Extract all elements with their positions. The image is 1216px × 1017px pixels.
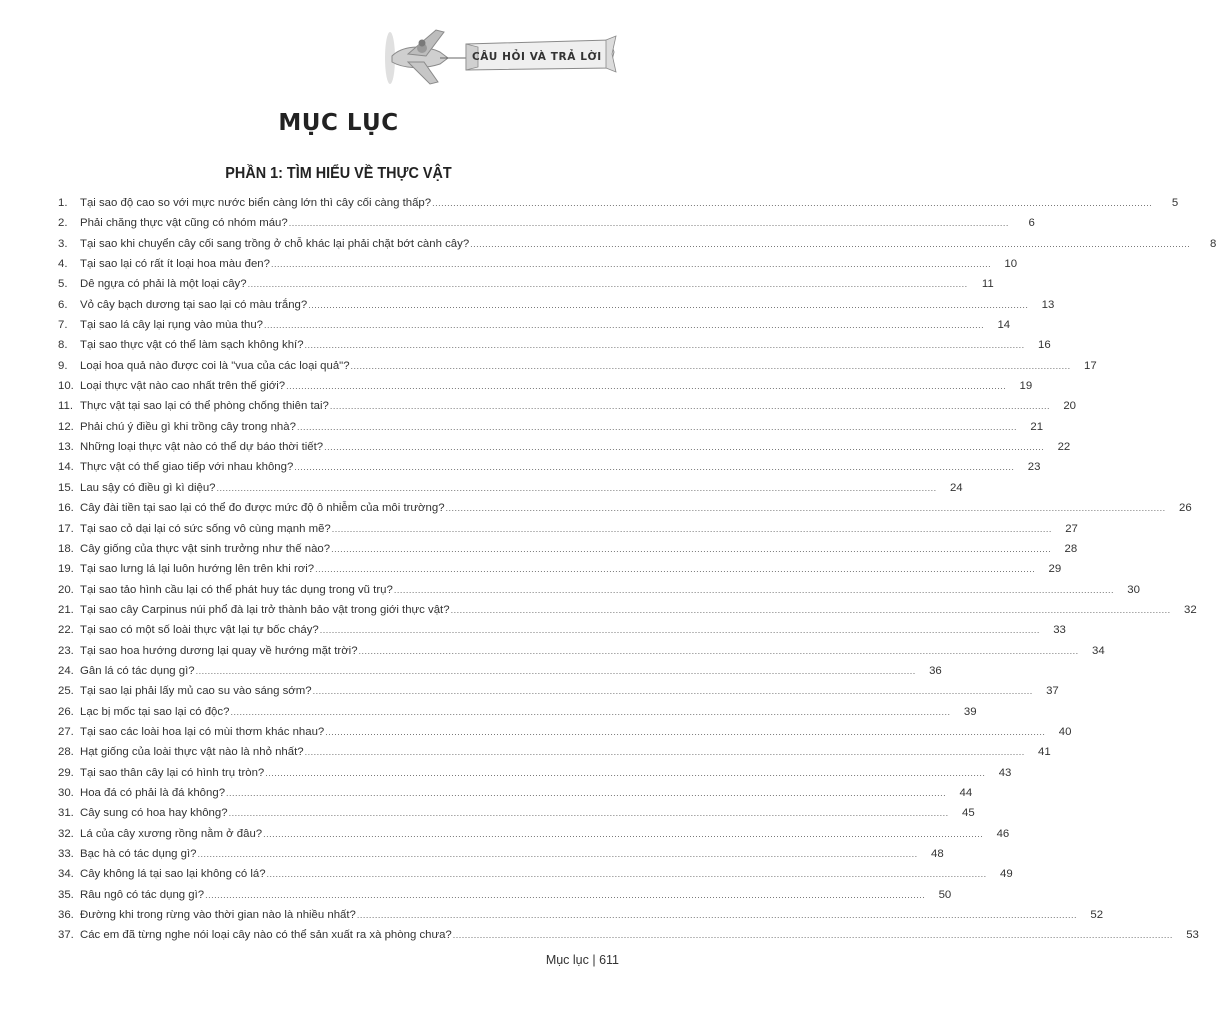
toc-dot-leader [453, 925, 1173, 945]
toc-entry-title: Cây sung có hoa hay không? [80, 807, 228, 820]
toc-entry-number: 23. [58, 644, 74, 657]
toc-entry [58, 539, 1078, 559]
toc-entry-page-number: 39 [963, 705, 977, 718]
toc-entry-number: 14. [58, 461, 74, 474]
toc-dot-leader [198, 844, 918, 864]
toc-entry [58, 702, 977, 722]
toc-dot-leader [263, 824, 983, 844]
toc-entry [58, 213, 1035, 233]
toc-entry-title: Cây giống của thực vật sinh trưởng như thế nào? [80, 542, 331, 555]
toc-entry-number: 9. [58, 359, 68, 372]
toc-entry [58, 885, 952, 905]
toc-entry-title: Tại sao lưng lá lại luôn hướng lên trên khi rơi? [80, 563, 315, 576]
toc-entry [58, 234, 1216, 254]
toc-entry-title: Tại sao lá cây lại rụng vào mùa thu? [80, 319, 263, 332]
toc-entry-number: 29. [58, 766, 74, 779]
toc-entry-title: Loại hoa quả nào được coi là "vua của các loại quả"? [80, 359, 350, 372]
toc-entry-page-number: 49 [1000, 868, 1013, 881]
toc-entry-page-number: 34 [1092, 644, 1105, 657]
toc-entry-number: 32. [58, 827, 74, 840]
toc-entry-number: 3. [58, 237, 68, 250]
toc-entry-title: Hoa đá có phải là đá không? [80, 786, 226, 799]
toc-dot-leader [394, 580, 1114, 600]
toc-entry [58, 417, 1044, 437]
toc-entry [58, 661, 942, 681]
toc-entry-number: 17. [58, 522, 74, 535]
toc-dot-leader [286, 376, 1006, 396]
toc-entry-title: Tại sao lại phải lấy mủ cao su vào sáng sớm? [80, 685, 312, 698]
toc-entry [58, 722, 1072, 742]
toc-entry [58, 498, 1192, 518]
toc-entry-page-number: 8 [1209, 237, 1216, 250]
toc-entry-number: 13. [58, 441, 74, 454]
toc-entry-title: Loại thực vật nào cao nhất trên thế giới? [80, 380, 286, 393]
toc-entry-title: Đường khi trong rừng vào thời gian nào là nhiều nhất? [80, 909, 356, 922]
toc-entry-number: 31. [58, 807, 74, 820]
toc-entry-number: 28. [58, 746, 74, 759]
toc-entry-number: 11. [58, 400, 73, 413]
toc-entry-page-number: 40 [1058, 725, 1072, 738]
toc-entry-number: 1. [58, 197, 68, 209]
toc-entry-title: Dê ngựa có phải là một loại cây? [80, 278, 247, 291]
toc-dot-leader [330, 396, 1050, 416]
toc-entry [58, 620, 1066, 640]
toc-entry [58, 254, 1018, 274]
toc-entry [58, 559, 1062, 579]
toc-entry-page-number: 36 [929, 664, 942, 677]
toc-entry [58, 478, 963, 498]
toc-entry-number: 5. [58, 278, 68, 291]
toc-entry-page-number: 10 [1004, 258, 1018, 271]
toc-dot-leader [315, 559, 1035, 579]
page-title: MỤC LỤC [278, 110, 399, 136]
toc-entry-page-number: 14 [997, 319, 1011, 332]
toc-entry [58, 295, 1055, 315]
toc-entry [58, 600, 1197, 620]
toc-dot-leader [320, 620, 1040, 640]
toc-entry [58, 396, 1077, 416]
toc-entry-page-number: 16 [1037, 339, 1051, 352]
toc-entry-number: 33. [58, 848, 74, 860]
toc-entry-title: Phải chăng thực vật cũng có nhóm máu? [80, 217, 288, 230]
airplane-icon [385, 30, 470, 84]
toc-entry-title: Tại sao hoa hướng dương lại quay về hướng mặt trời? [80, 644, 358, 657]
section-title: PHẦN 1: TÌM HIỂU VỀ THỰC VẬT [225, 165, 452, 182]
toc-entry-number: 4. [58, 258, 68, 271]
toc-entry-page-number: 11 [981, 278, 994, 291]
toc-entry [58, 519, 1078, 539]
toc-entry-page-number: 13 [1041, 298, 1055, 311]
toc-entry-page-number: 45 [962, 807, 975, 820]
toc-dot-leader [324, 437, 1044, 457]
toc-dot-leader [305, 335, 1025, 355]
toc-dot-leader [294, 457, 1014, 477]
toc-entry-number: 16. [58, 502, 74, 515]
toc-entry [58, 763, 1012, 783]
header-banner-text: CÂU HỎI VÀ TRẢ LỜI [472, 51, 602, 63]
toc-entry-page-number: 37 [1046, 685, 1059, 698]
toc-entry-number: 21. [58, 603, 74, 616]
toc-entry [58, 641, 1105, 661]
toc-entry-page-number: 32 [1184, 603, 1197, 616]
toc-entry [58, 274, 994, 294]
toc-entry-number: 24. [58, 664, 74, 677]
toc-dot-leader [264, 315, 984, 335]
toc-entry-page-number: 44 [959, 786, 973, 799]
toc-entry-page-number: 20 [1063, 400, 1077, 413]
toc-dot-leader [267, 864, 987, 884]
toc-dot-leader [248, 274, 968, 294]
toc-entry-number: 15. [58, 481, 74, 494]
toc-dot-leader [446, 498, 1166, 518]
toc-entry-title: Tại sao các loài hoa lại có mùi thơm khác nhau? [80, 725, 325, 738]
toc-entry-number: 6. [58, 298, 68, 311]
page-footer: Mục lục | 611 [545, 953, 619, 967]
toc-dot-leader [196, 661, 916, 681]
toc-dot-leader [226, 783, 946, 803]
toc-dot-leader [289, 213, 1009, 233]
toc-entry-number: 2. [58, 217, 68, 230]
toc-dot-leader [271, 254, 991, 274]
toc-dot-leader [230, 702, 950, 722]
toc-entry-title: Tại sao lại có rất ít loại hoa màu đen? [80, 258, 270, 271]
toc-entry-title: Lau sậy có điều gì kì diệu? [80, 481, 216, 494]
toc-entry-title: Thực vật có thể giao tiếp với nhau không? [80, 461, 294, 474]
toc-entry-number: 27. [58, 725, 74, 738]
toc-entry-title: Tại sao cây Carpinus núi phổ đà lại trở thành bảo vật trong giới thực vật? [80, 603, 450, 616]
toc-entry-number: 25. [58, 685, 74, 698]
toc-entry-page-number: 21 [1030, 420, 1044, 433]
toc-entry-number: 19. [58, 563, 74, 576]
toc-entry-title: Tại sao có một số loài thực vật lại tự bốc cháy? [80, 624, 319, 637]
toc-entry-title: Tại sao tảo hình cầu lại có thể phát huy tác dụng trong vũ trụ? [80, 583, 393, 596]
toc-entry-page-number: 27 [1065, 522, 1078, 535]
toc-entry-page-number: 43 [998, 766, 1012, 779]
toc-entry-title: Cây đài tiền tại sao lại có thể đo được mức độ ô nhiễm của môi trường? [80, 502, 445, 515]
toc-entry [58, 681, 1059, 701]
toc-entry-title: Râu ngô có tác dụng gì? [80, 888, 205, 901]
toc-dot-leader [332, 519, 1052, 539]
toc-entry-title: Cây không lá tại sao lại không có lá? [80, 868, 266, 881]
toc-entry-page-number: 6 [1028, 217, 1035, 230]
toc-entry-title: Phải chú ý điều gì khi trồng cây trong nhà? [80, 420, 296, 433]
toc-dot-leader [229, 803, 949, 823]
toc-entry [58, 437, 1071, 457]
toc-entry-page-number: 41 [1038, 746, 1051, 759]
toc-dot-leader [205, 885, 925, 905]
toc-entry-title: Gân lá có tác dụng gì? [80, 664, 195, 677]
toc-entry-number: 18. [58, 542, 74, 555]
toc-entry [58, 925, 1199, 945]
toc-entry [58, 824, 1010, 844]
toc-entry-title: Lạc bị mốc tại sao lại có độc? [80, 705, 230, 718]
toc-entry [58, 783, 973, 803]
toc-entry [58, 864, 1013, 884]
table-of-contents [58, 193, 1216, 946]
toc-entry [58, 844, 944, 864]
toc-entry-page-number: 17 [1083, 359, 1097, 372]
toc-entry-title: Hạt giống của loài thực vật nào là nhỏ nhất? [80, 746, 304, 759]
toc-entry-page-number: 48 [930, 848, 944, 860]
toc-entry-page-number: 30 [1127, 583, 1140, 596]
toc-entry-number: 20. [58, 583, 74, 596]
toc-entry-page-number: 52 [1090, 909, 1104, 922]
toc-dot-leader [357, 905, 1077, 925]
toc-entry-number: 12. [58, 420, 74, 433]
toc-entry-title: Bạc hà có tác dụng gì? [80, 848, 197, 860]
toc-dot-leader [265, 763, 985, 783]
toc-entry-page-number: 28 [1064, 542, 1078, 555]
toc-entry-number: 37. [58, 929, 74, 942]
toc-entry-title: Tại sao thân cây lại có hình trụ tròn? [80, 766, 265, 779]
toc-entry-number: 22. [58, 624, 74, 637]
toc-entry-number: 8. [58, 339, 68, 352]
toc-entry-title: Tại sao độ cao so với mực nước biển càng lớn thì cây cối càng thấp? [80, 197, 432, 209]
toc-entry-number: 10. [58, 380, 74, 393]
toc-entry-title: Tại sao cỏ dại lại có sức sống vô cùng mạnh mẽ? [80, 522, 331, 535]
toc-entry [58, 376, 1033, 396]
toc-entry-number: 26. [58, 705, 74, 718]
toc-dot-leader [331, 539, 1051, 559]
toc-entry [58, 742, 1051, 762]
toc-dot-leader [325, 722, 1045, 742]
toc-dot-leader [359, 641, 1079, 661]
toc-dot-leader [305, 742, 1025, 762]
toc-dot-leader [308, 295, 1028, 315]
toc-entry [58, 193, 1179, 213]
toc-entry [58, 905, 1104, 925]
toc-entry-title: Các em đã từng nghe nói loại cây nào có thể sản xuất ra xà phòng chưa? [80, 929, 452, 942]
toc-entry [58, 803, 975, 823]
toc-entry-number: 30. [58, 786, 74, 799]
toc-dot-leader [451, 600, 1171, 620]
toc-entry-title: Tại sao thực vật có thể làm sạch không khí? [80, 339, 304, 352]
toc-entry-page-number: 23 [1027, 461, 1041, 474]
toc-entry-title: Những loại thực vật nào có thể dự báo thời tiết? [80, 441, 324, 454]
toc-entry-page-number: 19 [1019, 380, 1033, 393]
toc-entry-number: 36. [58, 909, 74, 922]
toc-entry [58, 457, 1041, 477]
toc-dot-leader [351, 356, 1071, 376]
toc-dot-leader [432, 193, 1152, 213]
toc-entry-page-number: 24 [949, 481, 963, 494]
toc-entry [58, 335, 1051, 355]
toc-entry-page-number: 5 [1171, 197, 1179, 209]
toc-entry-number: 34. [58, 868, 74, 881]
toc-entry-title: Lá của cây xương rồng nằm ở đâu? [80, 827, 263, 840]
toc-dot-leader [297, 417, 1017, 437]
toc-entry-title: Thực vật tại sao lại có thể phòng chống thiên tai? [80, 400, 329, 413]
toc-dot-leader [313, 681, 1033, 701]
toc-entry [58, 356, 1097, 376]
toc-entry-page-number: 29 [1048, 563, 1062, 576]
toc-entry-page-number: 26 [1178, 502, 1192, 515]
toc-entry-page-number: 53 [1186, 929, 1199, 942]
toc-dot-leader [470, 234, 1190, 254]
toc-entry-title: Vỏ cây bạch dương tại sao lại có màu trắng? [80, 298, 308, 311]
toc-entry-number: 7. [58, 319, 68, 332]
toc-dot-leader [217, 478, 937, 498]
toc-entry-page-number: 46 [996, 827, 1010, 840]
toc-entry-title: Tại sao khi chuyển cây cối sang trồng ở chỗ khác lại phải chặt bớt cành cây? [80, 237, 470, 250]
toc-entry [58, 315, 1011, 335]
toc-entry-page-number: 22 [1057, 441, 1071, 454]
toc-entry-page-number: 50 [938, 888, 952, 901]
toc-entry-page-number: 33 [1053, 624, 1066, 637]
toc-entry-number: 35. [58, 888, 74, 901]
toc-entry [58, 580, 1140, 600]
